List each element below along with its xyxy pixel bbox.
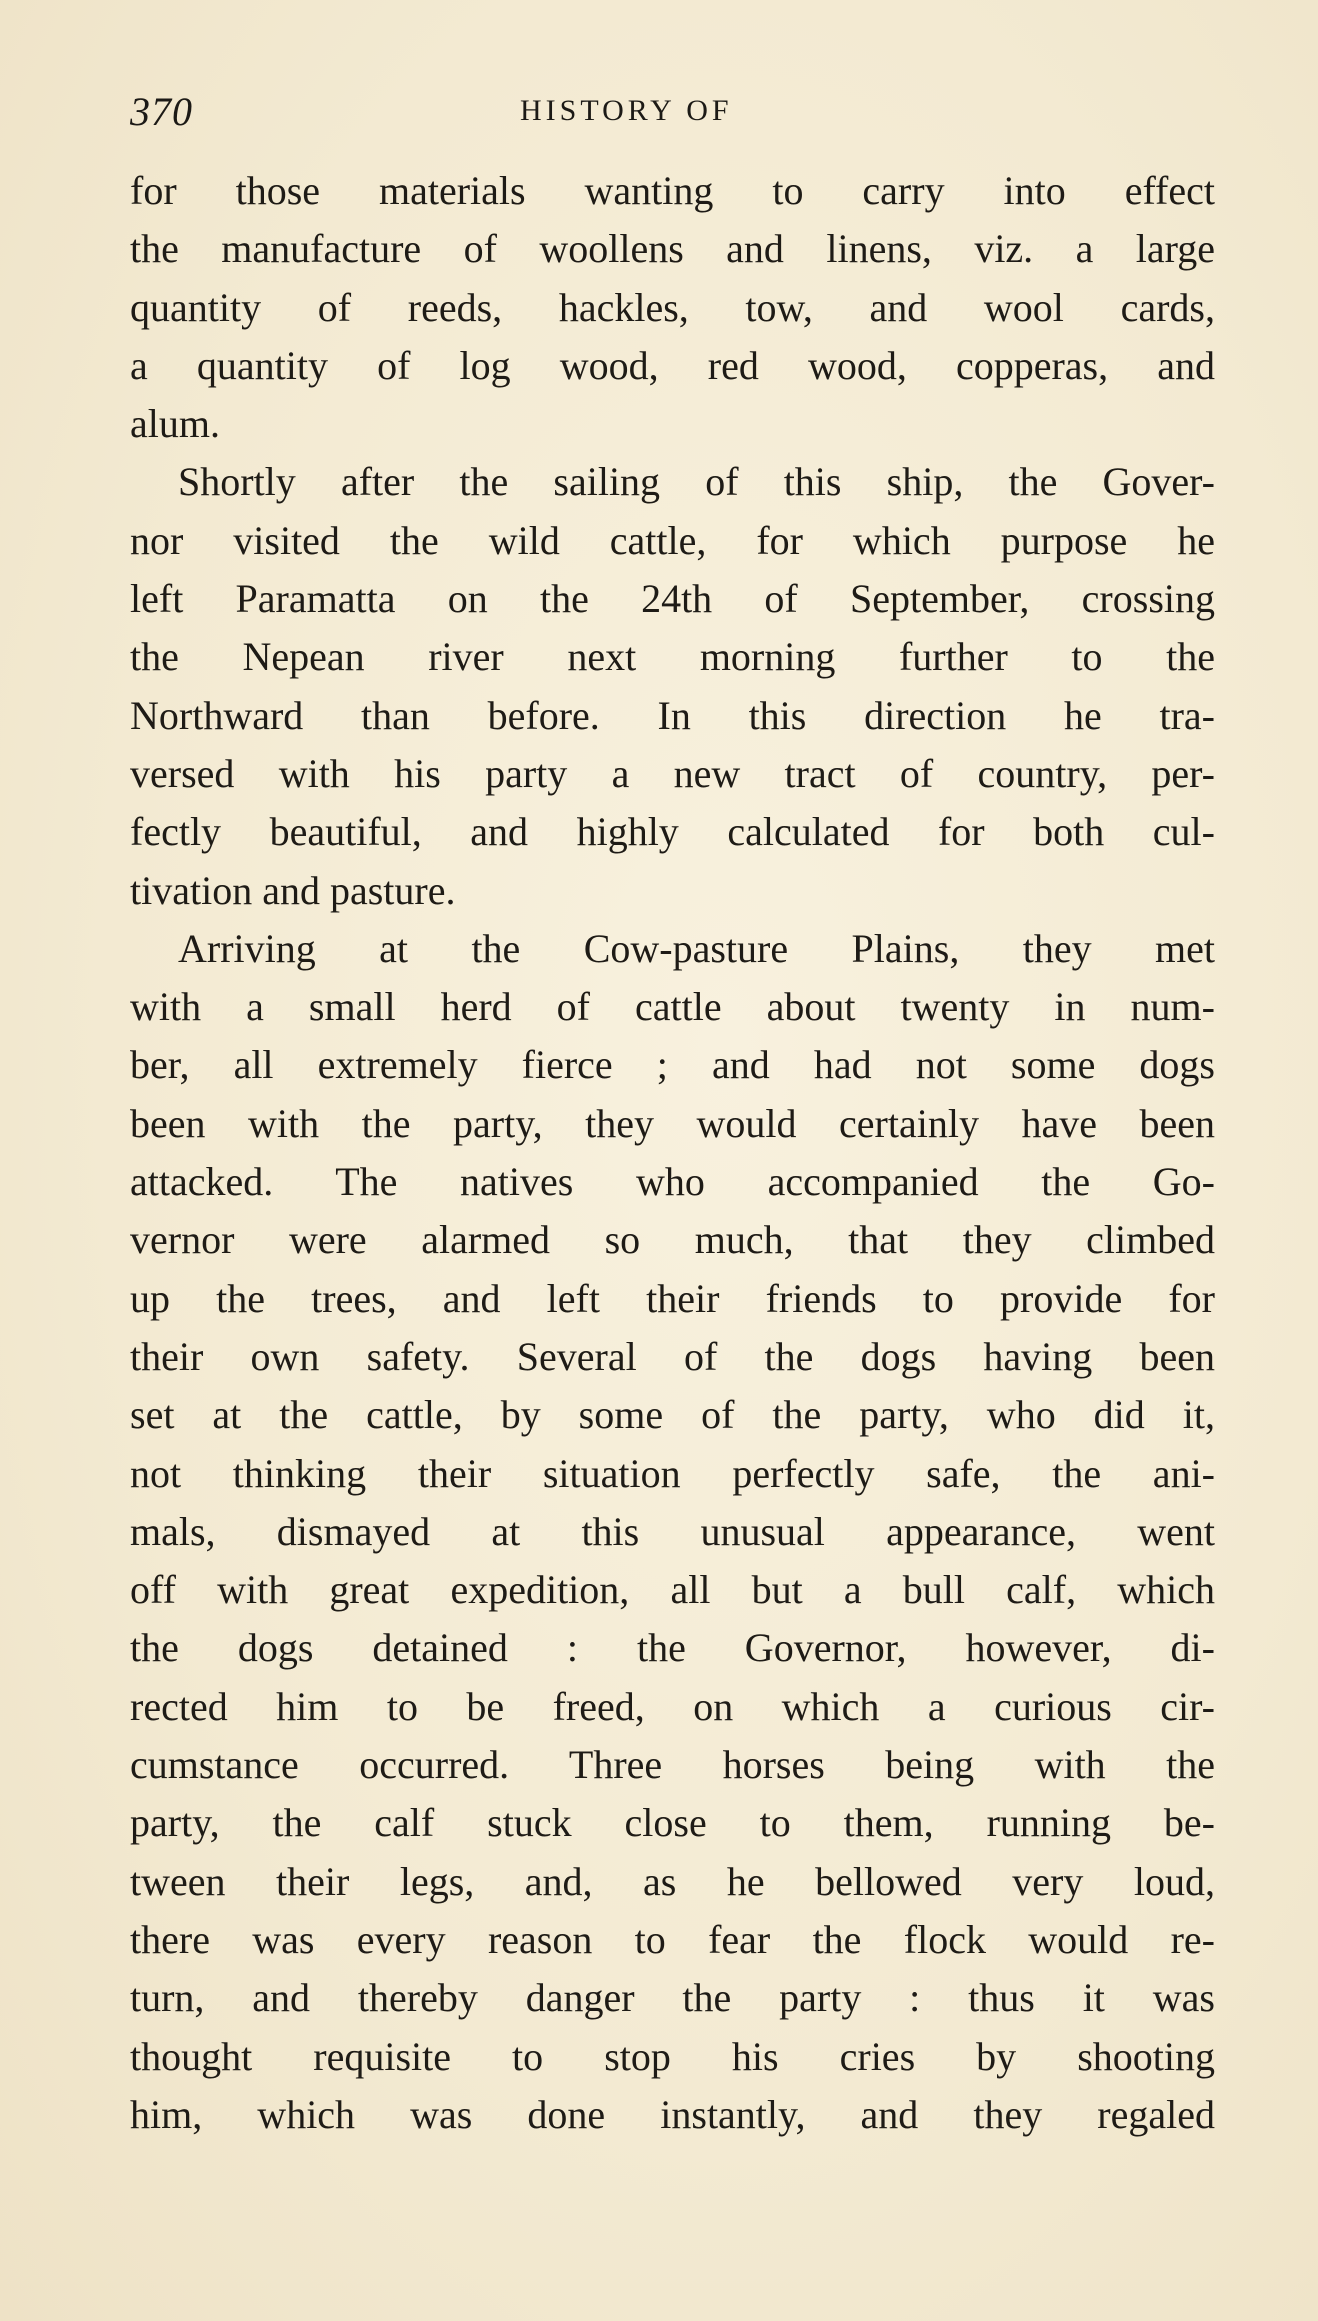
text-line: not thinking their situation perfectly safe, the ani- (130, 1450, 1215, 1496)
text-line: their own safety. Several of the dogs having been (130, 1333, 1215, 1379)
text-line: mals, dismayed at this unusual appearance, went (130, 1508, 1215, 1554)
text-line: a quantity of log wood, red wood, copperas, and (130, 342, 1215, 388)
text-line: party, the calf stuck close to them, running be- (130, 1800, 1215, 1846)
text-line: vernor were alarmed so much, that they climbed (130, 1217, 1215, 1263)
paragraph-start-line: Shortly after the sailing of this ship, the Gover- (178, 459, 1215, 505)
running-head (130, 88, 1215, 138)
text-line: set at the cattle, by some of the party, who did it, (130, 1392, 1215, 1438)
text-line: tivation and pasture. (130, 867, 456, 913)
text-line: the dogs detained : the Governor, however, di- (130, 1625, 1215, 1671)
text-line: the Nepean river next morning further to the (130, 634, 1215, 680)
text-line: quantity of reeds, hackles, tow, and wool cards, (130, 284, 1215, 330)
text-line: thought requisite to stop his cries by shooting (130, 2033, 1215, 2079)
text-line: been with the party, they would certainly have been (130, 1100, 1215, 1146)
text-line: left Paramatta on the 24th of September, crossing (130, 576, 1215, 622)
text-line: fectly beautiful, and highly calculated for both cul- (130, 809, 1215, 855)
text-line: tween their legs, and, as he bellowed very loud, (130, 1858, 1215, 1904)
text-line: with a small herd of cattle about twenty in num- (130, 984, 1215, 1030)
page-number: 370 (130, 89, 193, 134)
text-line: Northward than before. In this direction he tra- (130, 692, 1215, 738)
body-text (130, 162, 1215, 2144)
text-line: for those materials wanting to carry into effect (130, 168, 1215, 213)
text-line: attacked. The natives who accompanied the Go- (130, 1159, 1215, 1205)
text-line: the manufacture of woollens and linens, viz. a large (130, 226, 1215, 272)
paragraph-start-line: Arriving at the Cow-pasture Plains, they met (178, 925, 1215, 971)
text-line: rected him to be freed, on which a curious cir- (130, 1683, 1215, 1729)
text-line: there was every reason to fear the flock would re- (130, 1916, 1215, 1962)
running-title: HISTORY OF (520, 94, 733, 127)
text-line: nor visited the wild cattle, for which purpose he (130, 517, 1215, 563)
text-line: him, which was done instantly, and they regaled (130, 2091, 1215, 2137)
text-line: ber, all extremely fierce ; and had not some dogs (130, 1042, 1215, 1088)
text-line: off with great expedition, all but a bull calf, which (130, 1567, 1215, 1613)
text-line: turn, and thereby danger the party : thus it was (130, 1975, 1215, 2021)
text-line: cumstance occurred. Three horses being with the (130, 1742, 1215, 1788)
text-line: up the trees, and left their friends to provide for (130, 1275, 1215, 1321)
text-line: versed with his party a new tract of country, per- (130, 750, 1215, 796)
text-line: alum. (130, 401, 220, 447)
